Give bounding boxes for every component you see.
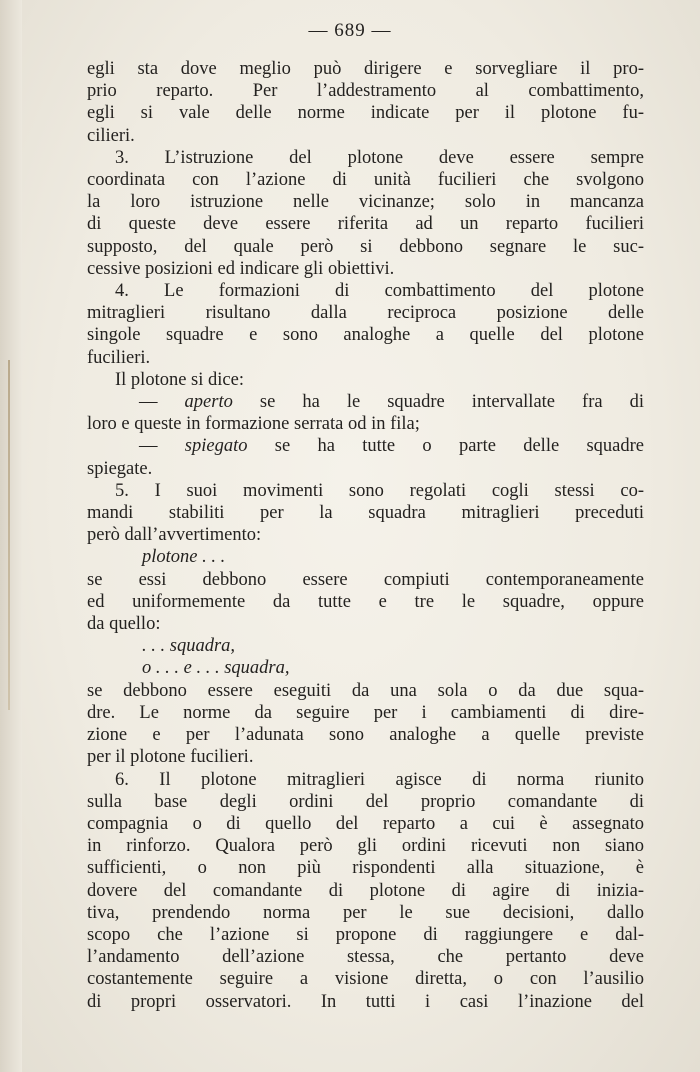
text-line: coordinata con l’azione di unità fucilieri che svolgono bbox=[87, 170, 644, 191]
text-line: sulla base degli ordini del proprio comandante di bbox=[87, 791, 644, 812]
italic-term: . . . squadra, bbox=[142, 636, 236, 657]
italic-term: plotone . . . bbox=[142, 547, 226, 568]
text-line: Il plotone si dice: bbox=[115, 369, 244, 390]
binding-thread bbox=[8, 360, 10, 710]
text-line: 6. Il plotone mitraglieri agisce di norma riunito bbox=[115, 769, 644, 790]
text-line: ed uniformemente da tutte e tre le squadre, oppure bbox=[87, 591, 644, 612]
text-line: di queste deve essere riferita ad un reparto fucilieri bbox=[87, 214, 644, 235]
line-rest: se ha tutte o parte delle squadre bbox=[247, 436, 644, 457]
text-line bbox=[87, 657, 644, 679]
text-line: supposto, del quale però si debbono segnare le suc- bbox=[87, 236, 644, 257]
text-line: loro e queste in formazione serrata od in fila; bbox=[87, 414, 420, 435]
text-line: scopo che l’azione si propone di raggiungere e dal- bbox=[87, 924, 644, 945]
text-line: per il plotone fucilieri. bbox=[87, 747, 254, 768]
text-line: se essi debbono essere compiuti contemporaneamente bbox=[87, 569, 644, 590]
binding-gutter bbox=[0, 0, 22, 1072]
text-line: costantemente seguire a visione diretta, o con l’ausilio bbox=[87, 969, 644, 990]
italic-term: aperto bbox=[184, 392, 233, 413]
text-line bbox=[87, 391, 644, 413]
text-line: la loro istruzione nelle vicinanze; solo in mancanza bbox=[87, 192, 644, 213]
text-line: l’andamento dell’azione stessa, che pertanto deve bbox=[87, 947, 644, 968]
text-line bbox=[87, 546, 644, 568]
text-line: compagnia o di quello del reparto a cui è assegnato bbox=[87, 813, 644, 834]
italic-term: o . . . e . . . squadra, bbox=[142, 658, 290, 679]
text-line: cilieri. bbox=[87, 125, 135, 146]
page-number: — 689 — bbox=[308, 20, 392, 41]
text-line: mitraglieri risultano dalla reciproca posizione delle bbox=[87, 303, 644, 324]
text-line: egli si vale delle norme indicate per il plotone fu- bbox=[87, 103, 644, 124]
dash: — bbox=[139, 392, 185, 413]
text-line: fucilieri. bbox=[87, 347, 151, 368]
text-line: tiva, prendendo norma per le sue decisioni, dallo bbox=[87, 902, 644, 923]
line-rest: se ha le squadre intervallate fra di bbox=[232, 392, 645, 413]
text-line: prio reparto. Per l’addestramento al combattimento, bbox=[87, 81, 644, 102]
text-line: dre. Le norme da seguire per i cambiamenti di dire- bbox=[87, 702, 644, 723]
text-line: cessive posizioni ed indicare gli obiettivi. bbox=[87, 258, 395, 279]
text-line bbox=[87, 635, 644, 657]
text-line: mandi stabiliti per la squadra mitraglieri preceduti bbox=[87, 503, 644, 524]
text-line: di propri osservatori. In tutti i casi l’inazione del bbox=[87, 991, 644, 1012]
dash: — bbox=[139, 436, 185, 457]
text-line: 3. L’istruzione del plotone deve essere sempre bbox=[115, 147, 644, 168]
text-line: 4. Le formazioni di combattimento del plotone bbox=[115, 281, 644, 302]
text-line: spiegate. bbox=[87, 458, 153, 479]
body-text bbox=[87, 58, 644, 1013]
text-line: dovere del comandante di plotone di agire di inizia- bbox=[87, 880, 644, 901]
text-line bbox=[87, 435, 644, 457]
text-line: 5. I suoi movimenti sono regolati cogli stessi co- bbox=[115, 480, 644, 501]
text-line: se debbono essere eseguiti da una sola o da due squa- bbox=[87, 680, 644, 701]
text-line: sufficienti, o non più rispondenti alla situazione, è bbox=[87, 858, 644, 879]
text-line: però dall’avvertimento: bbox=[87, 525, 262, 546]
text-line: da quello: bbox=[87, 614, 161, 635]
text-line: egli sta dove meglio può dirigere e sorvegliare il pro- bbox=[87, 59, 644, 79]
italic-term: spiegato bbox=[184, 436, 248, 457]
text-line: zione e per l’adunata sono analoghe a quelle previste bbox=[87, 725, 644, 746]
text-line: in rinforzo. Qualora però gli ordini ricevuti non siano bbox=[87, 836, 644, 857]
text-line: singole squadre e sono analoghe a quelle del plotone bbox=[87, 325, 644, 346]
